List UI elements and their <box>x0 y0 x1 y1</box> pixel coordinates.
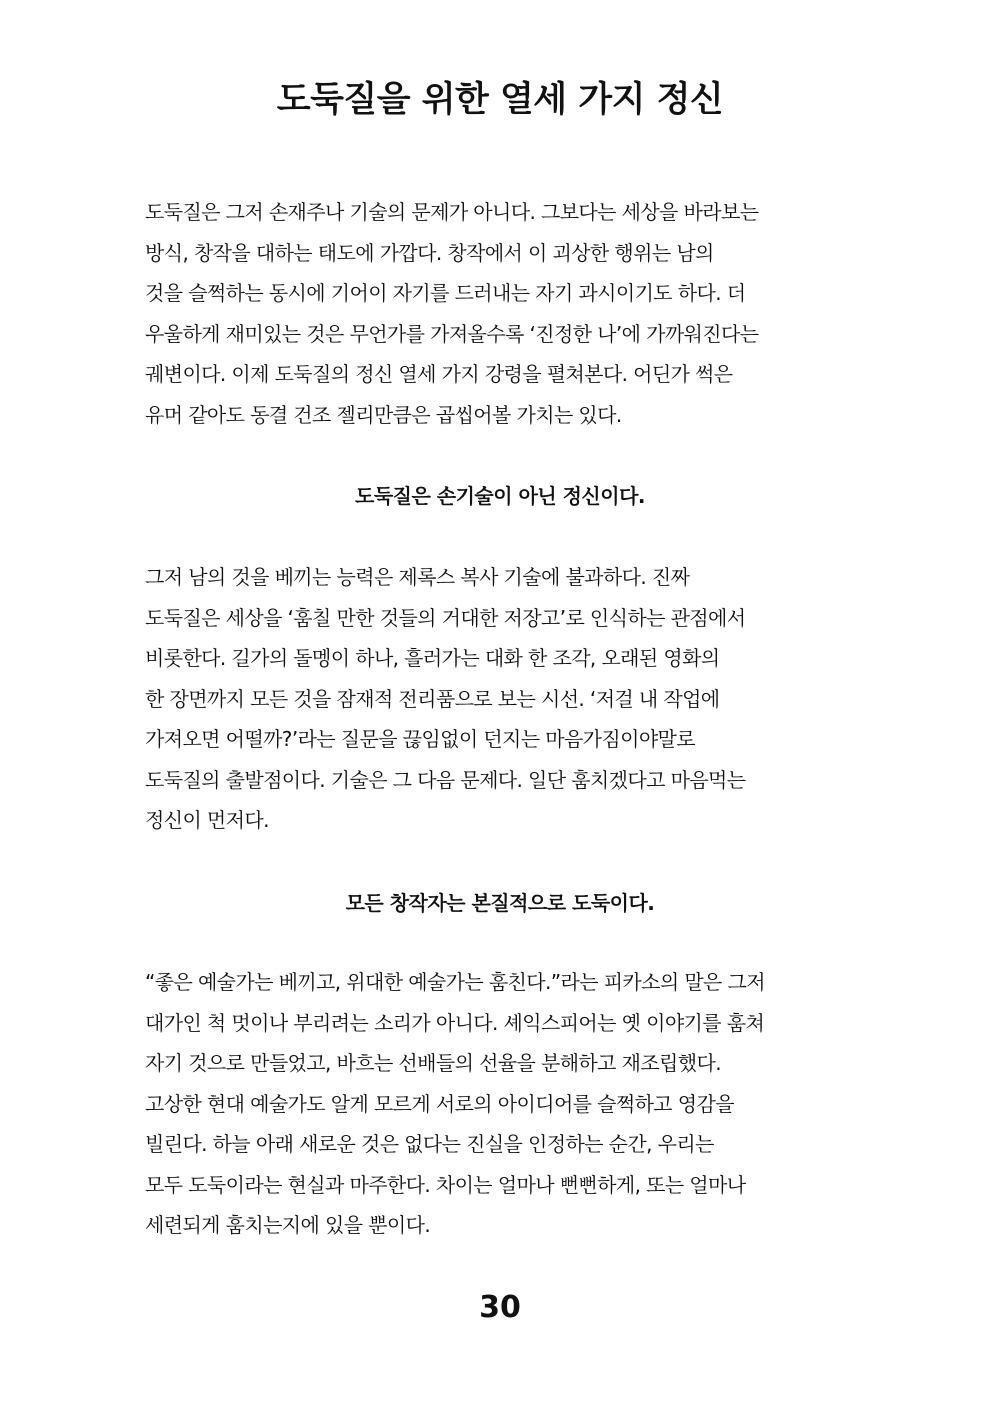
section-1-line: 정신이 먼저다. <box>145 808 269 832</box>
section-1-paragraph <box>145 557 865 841</box>
intro-line: 유머 같아도 동결 건조 젤리만큼은 곱씹어볼 가치는 있다. <box>145 402 622 427</box>
section-1-line: 도둑질의 출발점이다. 기술은 그 다음 문제다. 일단 훔치겠다고 마음먹는 <box>145 767 746 792</box>
section-1-line: 그저 남의 것을 베끼는 능력은 제록스 복사 기술에 불과하다. 진짜 <box>145 565 690 589</box>
section-heading-1: 도둑질은 손기술이 아닌 정신이다. <box>355 484 645 508</box>
section-2-line: 자기 것으로 만들었고, 바흐는 선배들의 선율을 분해하고 재조립했다. <box>145 1051 721 1075</box>
intro-line: 것을 슬쩍하는 동시에 기어이 자기를 드러내는 자기 과시이기도 하다. 더 <box>145 281 746 305</box>
section-1-line: 가져오면 어떨까?’라는 질문을 끊임없이 던지는 마음가짐이야말로 <box>145 727 695 751</box>
intro-line: 궤변이다. 이제 도둑질의 정신 열세 가지 강령을 펼쳐본다. 어딘가 썩은 <box>145 362 733 386</box>
section-heading-2: 모든 창작자는 본질적으로 도둑이다. <box>345 891 655 915</box>
section-2-line: 고상한 현대 예술가도 알게 모르게 서로의 아이디어를 슬쩍하고 영감을 <box>145 1091 734 1116</box>
section-2-line: 세련되게 훔치는지에 있을 뿐이다. <box>145 1213 431 1237</box>
section-2-line: 모두 도둑이라는 현실과 마주한다. 차이는 얼마나 뻔뻔하게, 또는 얼마나 <box>145 1172 746 1197</box>
page-number: 30 <box>479 1290 521 1325</box>
page-title: 도둑질을 위한 열세 가지 정신 <box>276 80 724 120</box>
section-2-line: “좋은 예술가는 베끼고, 위대한 예술가는 훔친다.”라는 피카소의 말은 그저 <box>145 970 765 994</box>
intro-line: 방식, 창작을 대하는 태도에 가깝다. 창작에서 이 괴상한 행위는 남의 <box>145 240 714 265</box>
section-1-line: 한 장면까지 모든 것을 잠재적 전리품으로 보는 시선. ‘저걸 내 작업에 <box>145 686 720 711</box>
intro-line: 우울하게 재미있는 것은 무언가를 가져올수록 ‘진정한 나’에 가까워진다는 <box>145 321 759 346</box>
section-1-line: 비롯한다. 길가의 돌멩이 하나, 흘러가는 대화 한 조각, 오래된 영화의 <box>145 646 720 670</box>
section-2-line: 대가인 척 멋이나 부리려는 소리가 아니다. 셰익스피어는 옛 이야기를 훔쳐 <box>145 1010 765 1035</box>
intro-paragraph <box>145 192 865 435</box>
section-2-paragraph <box>145 962 865 1246</box>
section-2-line: 빌린다. 하늘 아래 새로운 것은 없다는 진실을 인정하는 순간, 우리는 <box>145 1132 714 1156</box>
intro-line: 도둑질은 그저 손재주나 기술의 문제가 아니다. 그보다는 세상을 바라보는 <box>145 200 759 224</box>
section-1-line: 도둑질은 세상을 ‘훔칠 만한 것들의 거대한 저장고’로 인식하는 관점에서 <box>145 605 746 630</box>
